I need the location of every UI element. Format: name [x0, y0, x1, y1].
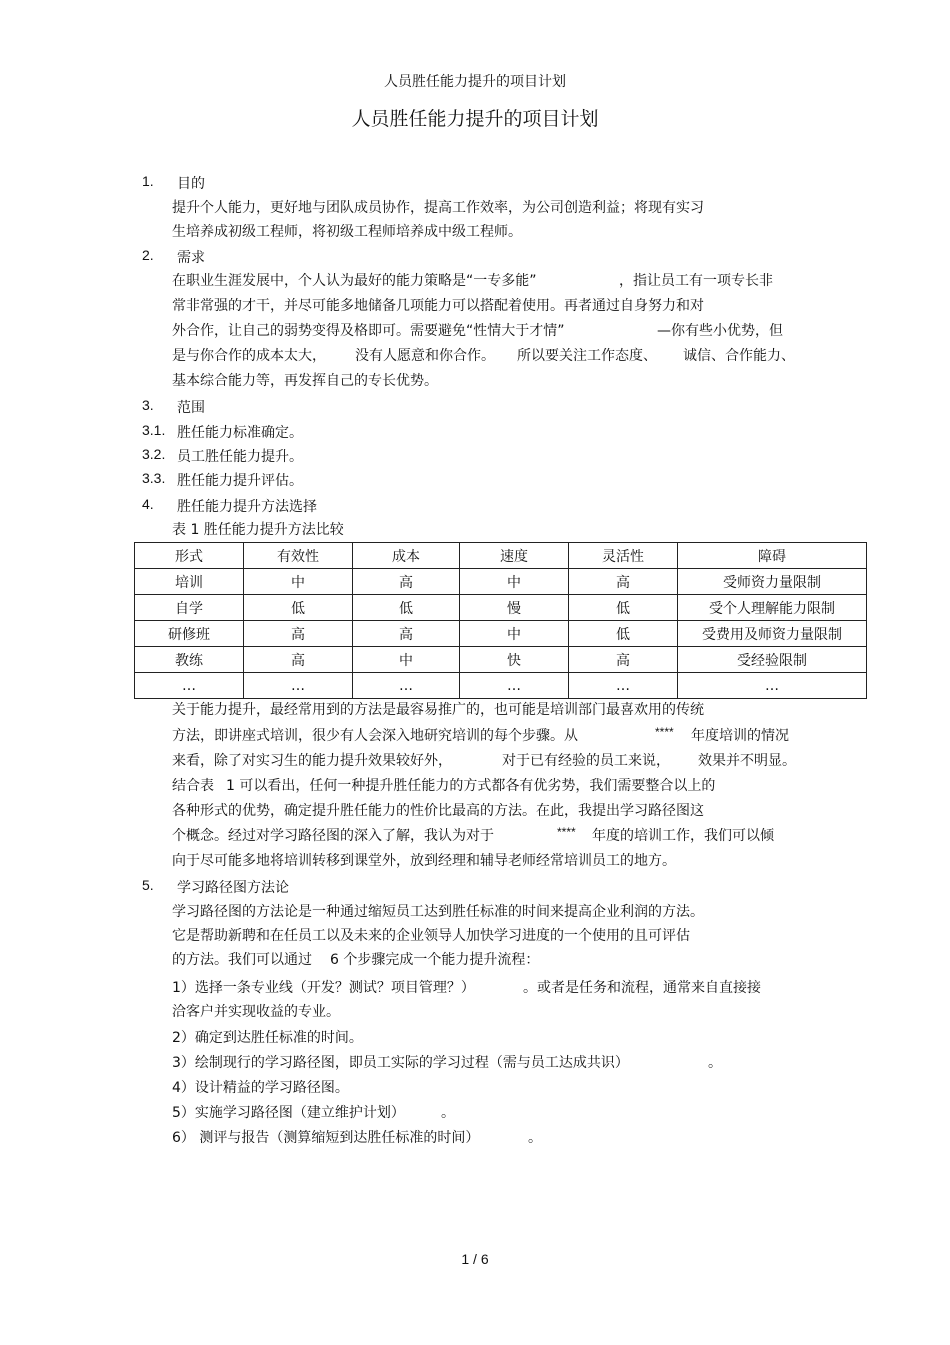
- section-1-number: 1.: [142, 173, 154, 189]
- table-cell: 培训: [135, 569, 244, 595]
- table-cell: 中: [460, 569, 569, 595]
- section-2-text: 常非常强的才干，并尽可能多地储备几项能力可以搭配着使用。再者通过自身努力和对: [172, 298, 704, 314]
- table-caption: 表 1 胜任能力提升方法比较: [172, 522, 344, 538]
- table-cell: 中: [460, 621, 569, 647]
- step-item: 4）设计精益的学习路径图。: [172, 1080, 349, 1096]
- section-5-text: 6 个步骤完成一个能力提升流程：: [330, 952, 540, 968]
- page-number: 1 / 6: [461, 1251, 489, 1267]
- section-5-text: 它是帮助新聘和在任员工以及未来的企业领导人加快学习进度的一个使用的且可评估: [172, 928, 690, 944]
- table-cell: 自学: [135, 595, 244, 621]
- section-1-line: 生培养成初级工程师，将初级工程师培养成中级工程师。: [172, 224, 522, 240]
- table-cell: …: [135, 673, 244, 699]
- section-2-text: 所以要关注工作态度、: [517, 348, 657, 364]
- table-cell: 高: [569, 569, 678, 595]
- table-cell: 受师资力量限制: [678, 569, 867, 595]
- section-4-number: 4.: [142, 496, 154, 512]
- table-cell: 研修班: [135, 621, 244, 647]
- section-5-text: 的方法。我们可以通过: [172, 952, 312, 968]
- step-item: 。: [441, 1105, 455, 1121]
- table-row: [135, 569, 867, 595]
- section-4-text: 结合表: [172, 778, 214, 794]
- year-placeholder: ****: [655, 725, 674, 739]
- table-header-cell: 形式: [135, 543, 244, 569]
- subsection-text: 胜任能力提升评估。: [177, 473, 303, 489]
- table-cell: 低: [569, 595, 678, 621]
- step-item: 。: [528, 1130, 542, 1146]
- table-cell: 受个人理解能力限制: [678, 595, 867, 621]
- table-row: [135, 595, 867, 621]
- table-cell: 快: [460, 647, 569, 673]
- section-5-heading: 学习路径图方法论: [177, 880, 289, 896]
- table-cell: 高: [244, 647, 353, 673]
- table-cell: …: [678, 673, 867, 699]
- year-placeholder: ****: [557, 825, 576, 839]
- section-2-number: 2.: [142, 247, 154, 263]
- table-cell: 中: [353, 647, 460, 673]
- step-item: 3）绘制现行的学习路径图，即员工实际的学习过程（需与员工达成共识）: [172, 1055, 629, 1071]
- step-item: 。: [708, 1055, 722, 1071]
- subsection-number: 3.2.: [142, 446, 166, 462]
- section-4-text: 年度培训的情况: [691, 728, 789, 744]
- section-4-text: 来看，除了对实习生的能力提升效果较好外，: [172, 753, 452, 769]
- step-item: 2）确定到达胜任标准的时间。: [172, 1030, 363, 1046]
- table-cell: …: [353, 673, 460, 699]
- section-4-text: 方法，即讲座式培训，很少有人会深入地研究培训的每个步骤。从: [172, 728, 578, 744]
- section-2-text: —你有些小优势，但: [657, 323, 783, 339]
- section-2-text: 外合作，让自己的弱势变得及格即可。需要避免“性情大于才情”: [172, 323, 565, 339]
- section-4-text: 年度的培训工作，我们可以倾: [592, 828, 774, 844]
- section-2-text: ，指让员工有一项专长非: [619, 273, 773, 289]
- table-cell: 低: [569, 621, 678, 647]
- section-4-text: 效果并不明显。: [698, 753, 796, 769]
- table-cell: 受费用及师资力量限制: [678, 621, 867, 647]
- table-cell: …: [244, 673, 353, 699]
- table-header-cell: 速度: [460, 543, 569, 569]
- subsection-text: 员工胜任能力提升。: [177, 449, 303, 465]
- table-row: [135, 673, 867, 699]
- table-header-cell: 有效性: [244, 543, 353, 569]
- section-4-text: 个概念。经过对学习路径图的深入了解，我认为对于: [172, 828, 494, 844]
- table-header-row: [135, 543, 867, 569]
- table-row: [135, 621, 867, 647]
- section-2-text: 基本综合能力等，再发挥自己的专长优势。: [172, 373, 438, 389]
- table-cell: 低: [244, 595, 353, 621]
- table-header-cell: 成本: [353, 543, 460, 569]
- page-title: 人员胜任能力提升的项目计划: [351, 108, 599, 130]
- section-4-text: 对于已有经验的员工来说，: [502, 753, 670, 769]
- step-item: 5）实施学习路径图（建立维护计划）: [172, 1105, 405, 1121]
- table-cell: 高: [353, 569, 460, 595]
- section-2-text: 在职业生涯发展中，个人认为最好的能力策略是“一专多能”: [172, 273, 537, 289]
- table-header-cell: 障碍: [678, 543, 867, 569]
- section-4-text: 1 可以看出，任何一种提升胜任能力的方式都各有优劣势，我们需要整合以上的: [226, 778, 716, 794]
- subsection-number: 3.1.: [142, 422, 166, 438]
- table-header-cell: 灵活性: [569, 543, 678, 569]
- table-cell: 受经验限制: [678, 647, 867, 673]
- section-1-heading: 目的: [177, 176, 205, 192]
- step-item: 洽客户并实现收益的专业。: [172, 1004, 340, 1020]
- section-3-number: 3.: [142, 397, 154, 413]
- table-cell: 低: [353, 595, 460, 621]
- section-2-text: 没有人愿意和你合作。: [355, 348, 495, 364]
- table-cell: …: [460, 673, 569, 699]
- section-4-text: 向于尽可能多地将培训转移到课堂外，放到经理和辅导老师经常培训员工的地方。: [172, 853, 676, 869]
- section-5-text: 学习路径图的方法论是一种通过缩短员工达到胜任标准的时间来提高企业利润的方法。: [172, 904, 704, 920]
- subsection-text: 胜任能力标准确定。: [177, 425, 303, 441]
- table-cell: 高: [244, 621, 353, 647]
- running-header: 人员胜任能力提升的项目计划: [384, 74, 566, 90]
- section-3-heading: 范围: [177, 400, 205, 416]
- section-1-line: 提升个人能力，更好地与团队成员协作，提高工作效率，为公司创造利益；将现有实习: [172, 200, 704, 216]
- section-2-text: 诚信、合作能力、: [683, 348, 795, 364]
- subsection-number: 3.3.: [142, 470, 166, 486]
- step-item: 1）选择一条专业线（开发？测试？项目管理？）: [172, 980, 475, 996]
- step-item: 6） 测评与报告（测算缩短到达胜任标准的时间）: [172, 1130, 480, 1146]
- section-4-text: 关于能力提升，最经常用到的方法是最容易推广的，也可能是培训部门最喜欢用的传统: [172, 702, 704, 718]
- table-cell: 慢: [460, 595, 569, 621]
- section-4-text: 各种形式的优势，确定提升胜任能力的性价比最高的方法。在此，我提出学习路径图这: [172, 803, 704, 819]
- section-2-text: 是与你合作的成本太大，: [172, 348, 326, 364]
- table-cell: …: [569, 673, 678, 699]
- table-row: [135, 647, 867, 673]
- table-cell: 高: [353, 621, 460, 647]
- section-4-heading: 胜任能力提升方法选择: [177, 499, 317, 515]
- table-cell: 教练: [135, 647, 244, 673]
- table-cell: 中: [244, 569, 353, 595]
- comparison-table: [134, 542, 867, 699]
- section-2-heading: 需求: [177, 250, 205, 266]
- section-5-number: 5.: [142, 877, 154, 893]
- table-cell: 高: [569, 647, 678, 673]
- step-item: 。或者是任务和流程，通常来自直接接: [523, 980, 761, 996]
